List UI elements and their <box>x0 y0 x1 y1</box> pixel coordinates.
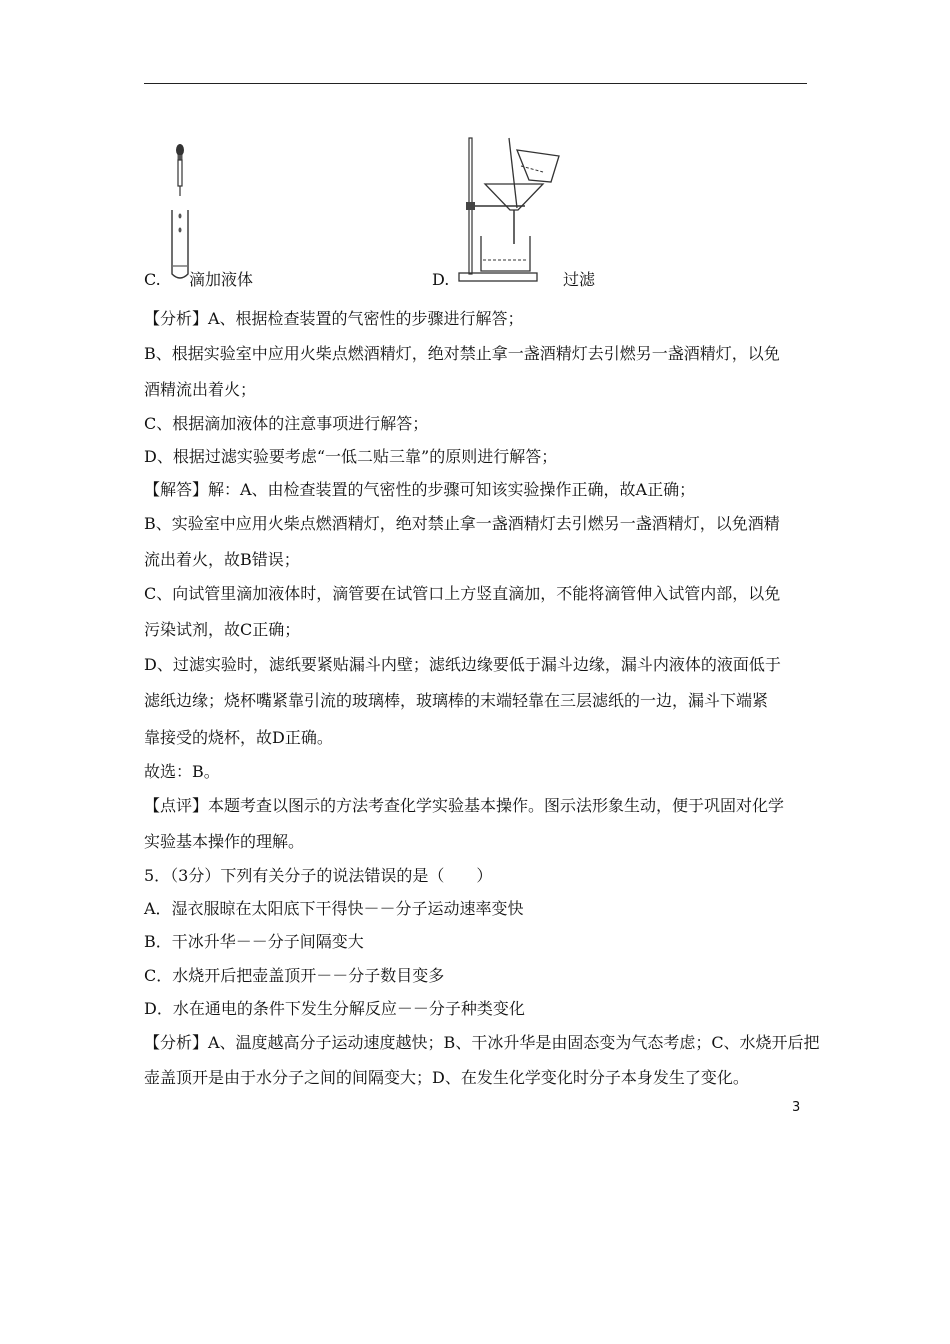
text-line: C、向试管里滴加液体时，滴管要在试管口上方竖直滴加，不能将滴管伸入试管内部，以免 <box>144 584 781 603</box>
text-line: B、根据实验室中应用火柴点燃酒精灯，绝对禁止拿一盏酒精灯去引燃另一盏酒精灯，以免 <box>144 344 780 363</box>
text-line: 故选：B。 <box>144 762 220 781</box>
text-line: C．水烧开后把壶盖顶开－－分子数目变多 <box>144 966 445 985</box>
dropper-test-tube-figure <box>164 140 196 282</box>
text-line: 5．（3分）下列有关分子的说法错误的是（ ） <box>144 866 493 885</box>
header-rule <box>144 83 807 84</box>
option-d-letter: D. <box>432 270 450 289</box>
option-d-label: 过滤 <box>563 270 596 289</box>
text-line: 滤纸边缘；烧杯嘴紧靠引流的玻璃棒，玻璃棒的末端轻靠在三层滤纸的一边，漏斗下端紧 <box>144 691 769 710</box>
text-line: 污染试剂，故C正确； <box>144 620 301 639</box>
text-line: 【分析】A、温度越高分子运动速度越快；B、干冰升华是由固态变为气态考虑；C、水烧开后把 <box>144 1033 820 1052</box>
text-line: B、实验室中应用火柴点燃酒精灯，绝对禁止拿一盏酒精灯去引燃另一盏酒精灯，以免酒精 <box>144 514 780 533</box>
option-c-label: 滴加液体 <box>189 270 254 289</box>
page-number: 3 <box>792 1100 801 1115</box>
text-line: 【分析】A、根据检查装置的气密性的步骤进行解答； <box>144 309 524 328</box>
text-line: 实验基本操作的理解。 <box>144 832 305 851</box>
text-line: D、根据过滤实验要考虑“一低二贴三靠”的原则进行解答； <box>144 447 558 466</box>
text-line: C、根据滴加液体的注意事项进行解答； <box>144 414 429 433</box>
text-line: A．湿衣服晾在太阳底下干得快－－分子运动速率变快 <box>144 899 524 918</box>
text-line: 流出着火，故B错误； <box>144 550 300 569</box>
text-line: D．水在通电的条件下发生分解反应－－分子种类变化 <box>144 999 525 1018</box>
text-line: 酒精流出着火； <box>144 380 257 399</box>
filtration-apparatus-figure <box>455 136 565 284</box>
text-line: B．干冰升华－－分子间隔变大 <box>144 932 364 951</box>
text-line: 【点评】本题考查以图示的方法考查化学实验基本操作。图示法形象生动，便于巩固对化学 <box>144 796 785 815</box>
text-line: 【解答】解：A、由检查装置的气密性的步骤可知该实验操作正确，故A正确； <box>144 480 696 499</box>
option-c-letter: C. <box>144 270 161 289</box>
text-line: D、过滤实验时，滤纸要紧贴漏斗内壁；滤纸边缘要低于漏斗边缘，漏斗内液体的液面低于 <box>144 655 781 674</box>
text-line: 壶盖顶开是由于水分子之间的间隔变大；D、在发生化学变化时分子本身发生了变化。 <box>144 1068 749 1087</box>
text-line: 靠接受的烧杯，故D正确。 <box>144 728 333 747</box>
